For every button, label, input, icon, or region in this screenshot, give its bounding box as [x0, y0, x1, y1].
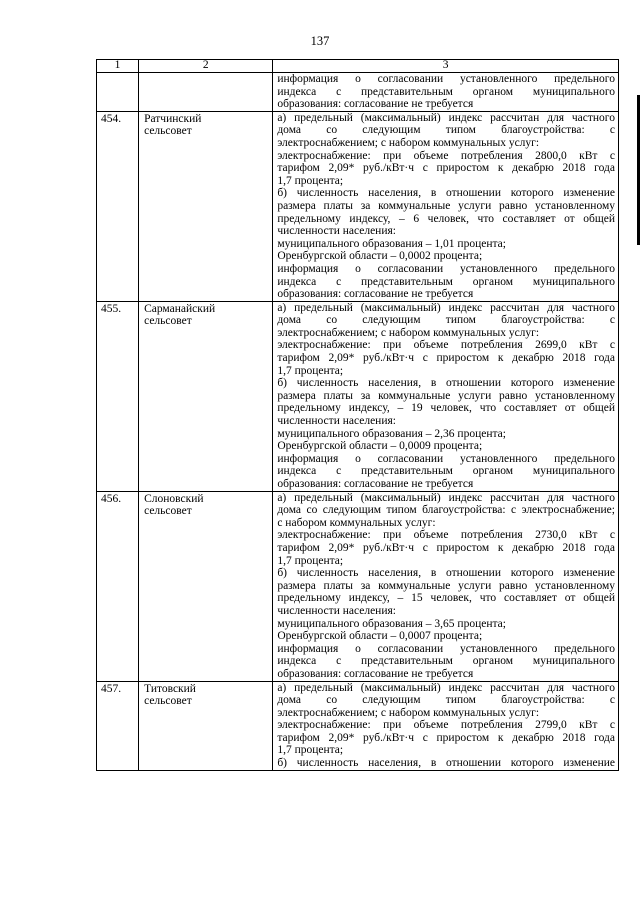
description-line: образования: согласование не требуется [277, 98, 474, 111]
description-line: индекса с представительным органом муниципального [277, 85, 615, 98]
settlement-name-line: сельсовет [144, 695, 192, 708]
description-line: Оренбургской области – 0,0007 процента; [277, 630, 483, 643]
index-description [273, 73, 619, 112]
row-number: 454. [97, 111, 139, 301]
settlement-name [139, 491, 273, 681]
settlement-name [139, 111, 273, 301]
description-line: муниципального образования – 2,36 процента; [277, 427, 506, 440]
description-line: 1,7 процента; [277, 554, 344, 567]
description-line: Оренбургской области – 0,0002 процента; [277, 250, 483, 263]
description-line: численности населения: [277, 415, 396, 428]
row-number: 455. [97, 301, 139, 491]
description-line: 1,7 процента; [277, 364, 344, 377]
description-line: предельному индексу, – 6 человек, что составляет от общей [277, 212, 615, 225]
description-line: численности населения: [277, 225, 396, 238]
description-line: тарифом 2,09* руб./кВт·ч с приростом к декабрю 2018 года [277, 352, 615, 365]
settlement-name-line: Ратчинский [144, 112, 202, 125]
description-line: образования: согласование не требуется [277, 288, 474, 301]
header-col-3: 3 [273, 60, 619, 73]
description-line: размера платы за коммунальные услуги равно установленному [277, 199, 615, 212]
description-line: образования: согласование не требуется [277, 478, 474, 490]
description-line: б) численность населения, в отношении которого изменение [277, 757, 615, 770]
page-number: 137 [310, 34, 330, 48]
settlement-name-line: сельсовет [144, 505, 192, 518]
description-line: информация о согласовании установленного предельного [277, 262, 615, 275]
index-description [273, 111, 619, 301]
table-row [97, 301, 619, 491]
row-number: 457. [97, 681, 139, 770]
description-line: предельному индексу, – 15 человек, что составляет от общей [277, 592, 615, 605]
table-row [97, 73, 619, 112]
description-line: электроснабжение: при объеме потребления 2699,0 кВт с [277, 339, 615, 352]
description-line: тарифом 2,09* руб./кВт·ч с приростом к декабрю 2018 года [277, 162, 615, 175]
description-line: индекса с представительным органом муниципального [277, 275, 615, 288]
description-line: предельному индексу, – 19 человек, что составляет от общей [277, 402, 615, 415]
settlement-name-line: Слоновский [144, 492, 204, 505]
row-number [97, 73, 139, 112]
description-line: индекса с представительным органом муниципального [277, 465, 615, 478]
table-row [97, 491, 619, 681]
header-row [97, 60, 619, 73]
description-line: дома со следующим типом благоустройства: с электроснабжение; [277, 504, 615, 517]
description-line: 1,7 процента; [277, 174, 344, 187]
description-line: б) численность населения, в отношении которого изменение [277, 567, 615, 580]
settlement-name-line: сельсовет [144, 125, 192, 138]
description-line: дома со следующим типом благоустройства: с [277, 314, 615, 327]
settlement-name-line: Титовский [144, 682, 196, 695]
description-line: электроснабжением; с набором коммунальных услуг: [277, 706, 540, 719]
description-line: дома со следующим типом благоустройства: с [277, 694, 615, 707]
description-line: б) численность населения, в отношении которого изменение [277, 187, 615, 200]
description-line: б) численность населения, в отношении которого изменение [277, 377, 615, 390]
description-line: индекса с представительным органом муниципального [277, 655, 615, 668]
index-description [273, 681, 619, 770]
description-line: образования: согласование не требуется [277, 667, 474, 680]
description-line: электроснабжение: при объеме потребления 2800,0 кВт с [277, 149, 615, 162]
description-line: электроснабжение: при объеме потребления 2799,0 кВт с [277, 719, 615, 732]
description-line: электроснабжением; с набором коммунальных услуг: [277, 136, 540, 149]
description-line: а) предельный (максимальный) индекс рассчитан для частного [277, 681, 615, 694]
description-line: а) предельный (максимальный) индекс рассчитан для частного [277, 111, 615, 124]
description-line: информация о согласовании установленного предельного [277, 73, 615, 85]
table-row [97, 681, 619, 770]
description-line: электроснабжение: при объеме потребления 2730,0 кВт с [277, 529, 615, 542]
settlement-name-line: Сарманайский [144, 302, 216, 315]
settlement-name [139, 681, 273, 770]
description-line: а) предельный (максимальный) индекс рассчитан для частного [277, 491, 615, 504]
row-number: 456. [97, 491, 139, 681]
index-description [273, 301, 619, 491]
settlement-name [139, 73, 273, 112]
description-line: тарифом 2,09* руб./кВт·ч с приростом к декабрю 2018 года [277, 731, 615, 744]
description-line: муниципального образования – 1,01 процента; [277, 237, 506, 250]
description-line: муниципального образования – 3,65 процента; [277, 617, 506, 630]
header-col-2: 2 [139, 60, 273, 73]
description-line: численности населения: [277, 604, 396, 617]
description-line: 1,7 процента; [277, 744, 344, 757]
settlements-table [96, 59, 619, 771]
header-col-1: 1 [97, 60, 139, 73]
settlement-name [139, 301, 273, 491]
description-line: а) предельный (максимальный) индекс рассчитан для частного [277, 301, 615, 314]
description-line: Оренбургской области – 0,0009 процента; [277, 440, 483, 453]
description-line: электроснабжением; с набором коммунальных услуг: [277, 326, 540, 339]
description-line: информация о согласовании установленного предельного [277, 452, 615, 465]
description-line: с набором коммунальных услуг: [277, 516, 436, 529]
description-line: дома со следующим типом благоустройства: с [277, 124, 615, 137]
description-line: размера платы за коммунальные услуги равно установленному [277, 579, 615, 592]
description-line: размера платы за коммунальные услуги равно установленному [277, 389, 615, 402]
table-row [97, 111, 619, 301]
settlement-name-line: сельсовет [144, 315, 192, 328]
index-description [273, 491, 619, 681]
description-line: тарифом 2,09* руб./кВт·ч с приростом к декабрю 2018 года [277, 541, 615, 554]
description-line: информация о согласовании установленного предельного [277, 642, 615, 655]
